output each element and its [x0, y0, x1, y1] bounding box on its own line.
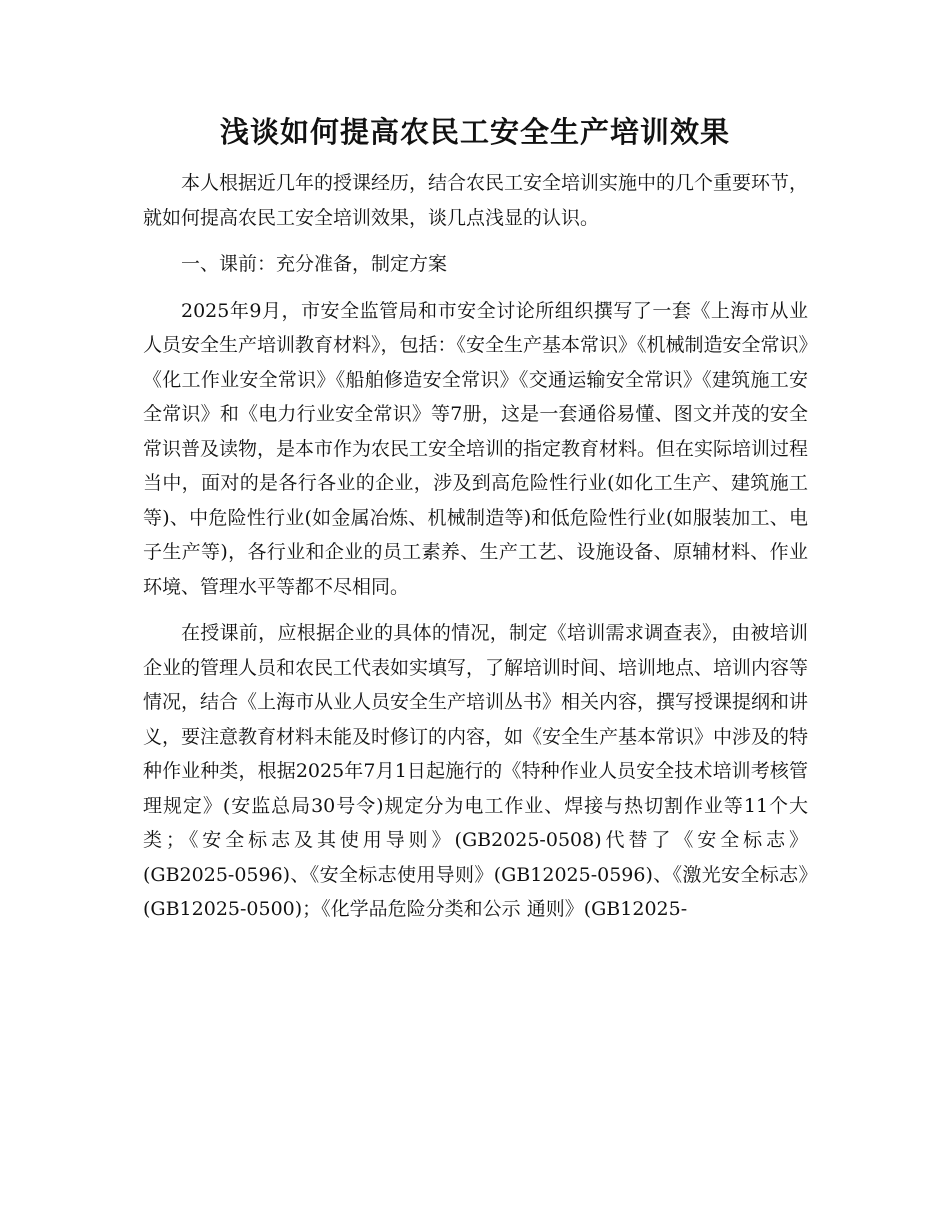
- document-body: [143, 166, 808, 927]
- intro-paragraph: 本人根据近几年的授课经历，结合农民工安全培训实施中的几个重要环节，就如何提高农民工安全培训效果，谈几点浅显的认识。: [143, 172, 809, 229]
- body-paragraph: 在授课前，应根据企业的具体的情况，制定《培训需求调查表》，由被培训企业的管理人员和农民工代表如实填写，了解培训时间、培训地点、培训内容等情况，结合《上海市从业人员安全生产培训丛书》相关内容，撰写授课提纲和讲义，要注意教育材料未能及时修订的内容，如《安全生产基本常识》中涉及的特种作业种类，根据2025年7月1日起施行的《特种作业人员安全技术培训考核管理规定》(安监总局30号令)规定分为电工作业、焊接与热切割作业等11个大类；《安全标志及其使用导则》(GB2025-0508)代替了《安全标志》(GB2025-0596)、《安全标志使用导则》(GB12025-0596)、《激光安全标志》(GB12025-0500)；《化学品危险分类和公示 通则》(GB12025-: [143, 622, 809, 920]
- body-paragraph: 2025年9月，市安全监管局和市安全讨论所组织撰写了一套《上海市从业人员安全生产培训教育材料》，包括：《安全生产基本常识》《机械制造安全常识》《化工作业安全常识》《船舶修造安全常识》《交通运输安全常识》《建筑施工安全常识》和《电力行业安全常识》等7册，这是一套通俗易懂、图文并茂的安全常识普及读物，是本市作为农民工安全培训的指定教育材料。但在实际培训过程当中，面对的是各行各业的企业，涉及到高危险性行业(如化工生产、建筑施工等)、中危险性行业(如金属冶炼、机械制造等)和低危险性行业(如服装加工、电子生产等)，各行业和企业的员工素养、生产工艺、设施设备、原辅材料、作业环境、管理水平等都不尽相同。: [143, 299, 809, 598]
- section-heading: 一、课前：充分准备，制定方案: [181, 253, 448, 275]
- page-title: 浅谈如何提高农民工安全生产培训效果: [219, 115, 730, 149]
